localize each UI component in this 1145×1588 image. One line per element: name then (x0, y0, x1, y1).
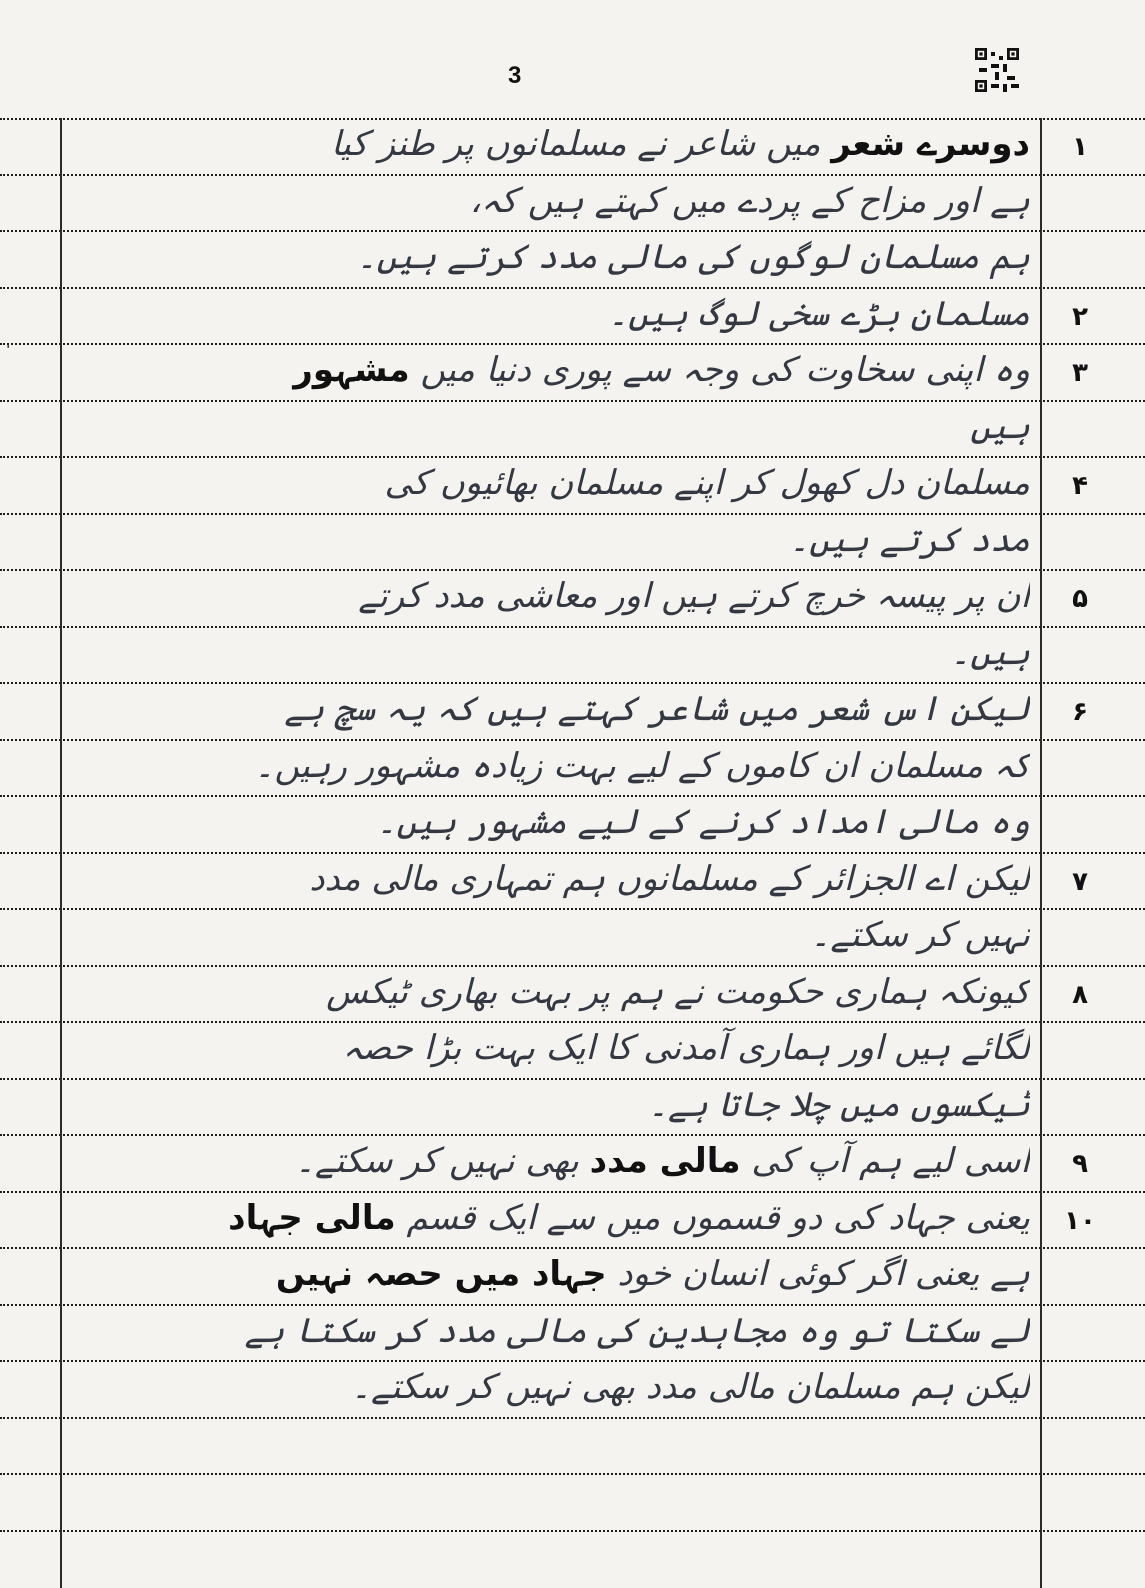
handwritten-line (70, 235, 1030, 279)
margin-mark: ' (6, 340, 11, 359)
handwritten-line (70, 1083, 1030, 1127)
line-text: ان پر پیسہ خرچ کرتے ہیں اور معاشی مدد کرتے (358, 576, 1030, 616)
ruled-line (0, 400, 1145, 402)
handwritten-line (70, 1252, 1030, 1296)
ruled-line (0, 513, 1145, 515)
line-text: ہیں۔ (950, 632, 1030, 673)
item-number: ۲ (1072, 301, 1088, 332)
ruled-line (0, 795, 1145, 797)
ruled-line (0, 626, 1145, 628)
ruled-line (0, 1021, 1145, 1023)
handwritten-line (70, 970, 1030, 1014)
line-text: وہ مالی امداد کرنے کے لیے مشہور ہیں۔ (376, 802, 1030, 842)
ruled-line (0, 456, 1145, 458)
ruled-line (0, 739, 1145, 741)
handwritten-line (70, 179, 1030, 223)
line-text: لگائے ہیں اور ہماری آمدنی کا ایک بہت بڑا حصہ (342, 1028, 1030, 1068)
handwritten-line (70, 1196, 1030, 1240)
line-text: ہے یعنی اگر کوئی انسان خود (606, 1254, 1030, 1294)
ruled-line (0, 1360, 1145, 1362)
handwritten-line (70, 857, 1030, 901)
line-text: کہ مسلمان ان کاموں کے لیے بہت زیادہ مشہور رہیں۔ (254, 745, 1030, 786)
line-text: ہیں (970, 406, 1030, 447)
left-margin-line (60, 118, 62, 1588)
line-text: بھی نہیں کر سکتے۔ (295, 1141, 590, 1181)
handwritten-line (70, 122, 1030, 166)
ruled-line (0, 1304, 1145, 1306)
ruled-line (0, 852, 1145, 854)
item-number: ۱۰ (1064, 1205, 1096, 1236)
line-text: کیونکہ ہماری حکومت نے ہم پر بہت بھاری ٹیکس (326, 971, 1030, 1012)
line-text: میں شاعر نے مسلمانوں پر طنز کیا (331, 124, 832, 164)
line-text: لیکن ہم مسلمان مالی مدد بھی نہیں کر سکتے۔ (351, 1367, 1030, 1407)
ruled-line (0, 1473, 1145, 1475)
line-text: یعنی جہاد کی دو قسموں میں سے ایک قسم (395, 1197, 1030, 1238)
handwritten-line (70, 1365, 1030, 1409)
handwritten-line (70, 405, 1030, 449)
handwritten-line (70, 348, 1030, 392)
line-text: لے سکتا تو وہ مجاہدین کی مالی مدد کر سکتا ہے (244, 1310, 1030, 1351)
qr-code-icon (975, 48, 1019, 92)
item-number: ۳ (1072, 358, 1088, 388)
line-text: ہے اور مزاح کے پردے میں کہتے ہیں کہ، (469, 180, 1030, 221)
item-number: ۵ (1072, 584, 1088, 614)
emphasized-text: مشہور (293, 350, 410, 390)
ruled-line (0, 1247, 1145, 1249)
item-number: ۸ (1072, 979, 1088, 1010)
right-margin-line (1040, 118, 1042, 1588)
ruled-line (0, 1078, 1145, 1080)
item-number: ۴ (1072, 471, 1088, 501)
page-number: 3 (508, 62, 522, 89)
emphasized-text: دوسرے شعر (831, 124, 1030, 164)
line-text: مسلمان بڑے سخی لوگ ہیں۔ (608, 293, 1030, 334)
ruled-line (0, 569, 1145, 571)
ruled-line (0, 1530, 1145, 1532)
line-text: نہیں کر سکتے۔ (810, 915, 1030, 955)
ruled-line (0, 1417, 1145, 1419)
emphasized-text: مالی جہاد (228, 1197, 396, 1238)
ruled-line (0, 682, 1145, 684)
ruled-line (0, 343, 1145, 345)
handwritten-line (70, 1309, 1030, 1353)
item-number: ۹ (1072, 1149, 1088, 1179)
handwritten-line (70, 574, 1030, 618)
ruled-line (0, 230, 1145, 232)
line-text: ٹیکسوں میں چلا جاتا ہے۔ (648, 1084, 1030, 1125)
item-number: ۷ (1072, 866, 1088, 897)
ruled-line (0, 174, 1145, 176)
ruled-line (0, 1134, 1145, 1136)
line-text: لیکن اس شعر میں شاعر کہتے ہیں کہ یہ سچ ہے (284, 689, 1030, 729)
ruled-line (0, 908, 1145, 910)
line-text: اسی لیے ہم آپ کی (740, 1141, 1030, 1181)
handwritten-line (70, 913, 1030, 957)
handwritten-line (70, 687, 1030, 731)
handwritten-line (70, 518, 1030, 562)
ruled-line (0, 118, 1145, 120)
line-text: لیکن اے الجزائر کے مسلمانوں ہم تمہاری مالی مدد (309, 858, 1030, 899)
ruled-line (0, 1191, 1145, 1193)
line-text: مسلمان دل کھول کر اپنے مسلمان بھائیوں کی (384, 463, 1030, 503)
ruled-line (0, 287, 1145, 289)
handwritten-line (70, 631, 1030, 675)
line-text: وہ اپنی سخاوت کی وجہ سے پوری دنیا میں (409, 350, 1030, 390)
item-number: ۶ (1072, 697, 1088, 727)
handwritten-line (70, 800, 1030, 844)
item-number: ۱ (1072, 132, 1088, 162)
ruled-line (0, 965, 1145, 967)
line-text: مدد کرتے ہیں۔ (789, 519, 1030, 560)
emphasized-text: جہاد میں حصہ نہیں (275, 1254, 607, 1294)
emphasized-text: مالی مدد (589, 1141, 741, 1181)
handwritten-line (70, 1139, 1030, 1183)
handwritten-line (70, 461, 1030, 505)
handwritten-line (70, 744, 1030, 788)
handwritten-line (70, 292, 1030, 336)
handwritten-line (70, 1026, 1030, 1070)
line-text: ہم مسلمان لوگوں کی مالی مدد کرتے ہیں۔ (356, 237, 1030, 277)
